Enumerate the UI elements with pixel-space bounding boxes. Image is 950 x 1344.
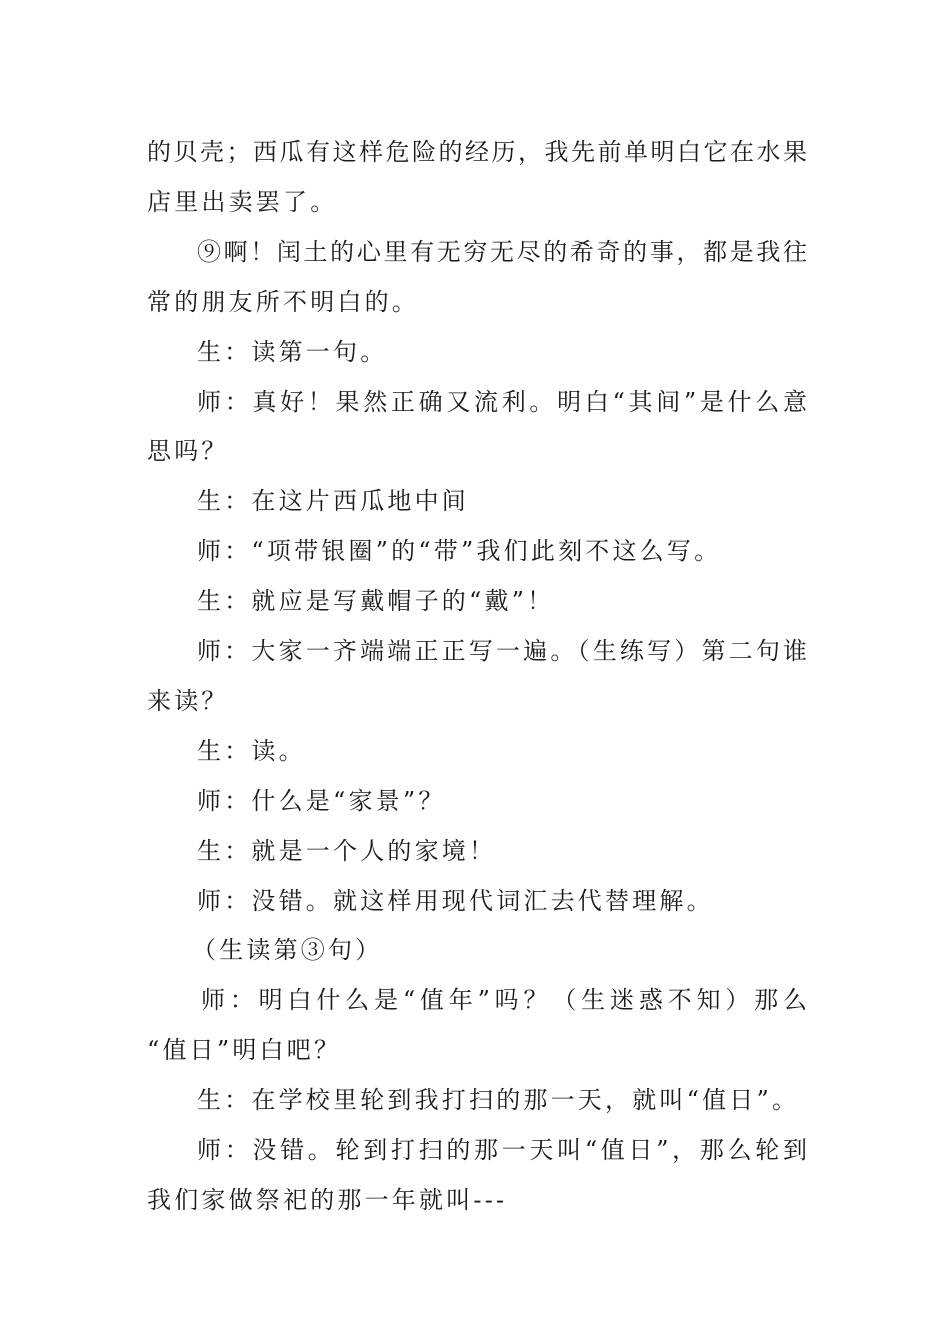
dialogue-line: 师：没错。就这样用现代词汇去代替理解。 bbox=[197, 887, 714, 915]
dialogue-line: 思吗？ bbox=[147, 437, 229, 465]
dialogue-line: 师：大家一齐端端正正写一遍。（生练写）第二句谁 bbox=[197, 637, 807, 665]
dialogue-line: 生：就应是写戴帽子的“戴”！ bbox=[197, 587, 555, 615]
paragraph-line: 常的朋友所不明白的。 bbox=[147, 288, 419, 316]
dialogue-line: 生：读第一句。 bbox=[197, 338, 388, 366]
paragraph-line: ⑨啊！闰土的心里有无穷无尽的希奇的事，都是我往 bbox=[197, 238, 807, 266]
dialogue-line: 生：读。 bbox=[197, 737, 306, 765]
dialogue-line: 我们家做祭祀的那一年就叫--- bbox=[147, 1186, 508, 1214]
dialogue-line: 师：什么是“家景”？ bbox=[197, 787, 446, 815]
dialogue-line: 来读？ bbox=[147, 687, 229, 715]
dialogue-line: 师：明白什么是“值年”吗？（生迷惑不知）那么 bbox=[201, 986, 807, 1014]
dialogue-line: 生：在学校里轮到我打扫的那一天，就叫“值日”。 bbox=[197, 1086, 800, 1114]
paragraph-line: 店里出卖罢了。 bbox=[147, 188, 338, 216]
dialogue-line: （生读第③句） bbox=[192, 936, 383, 964]
paragraph-line: 的贝壳；西瓜有这样危险的经历，我先前单明白它在水果 bbox=[147, 138, 807, 166]
dialogue-line: 生：就是一个人的家境！ bbox=[197, 837, 497, 865]
dialogue-line: “值日”明白吧？ bbox=[147, 1036, 342, 1064]
dialogue-line: 生：在这片西瓜地中间 bbox=[197, 487, 469, 515]
dialogue-line: 师：真好！果然正确又流利。明白“其间”是什么意 bbox=[197, 388, 807, 416]
dialogue-line: 师：没错。轮到打扫的那一天叫“值日”，那么轮到 bbox=[197, 1136, 807, 1164]
dialogue-line: 师：“项带银圈”的“带”我们此刻不这么写。 bbox=[197, 537, 722, 565]
